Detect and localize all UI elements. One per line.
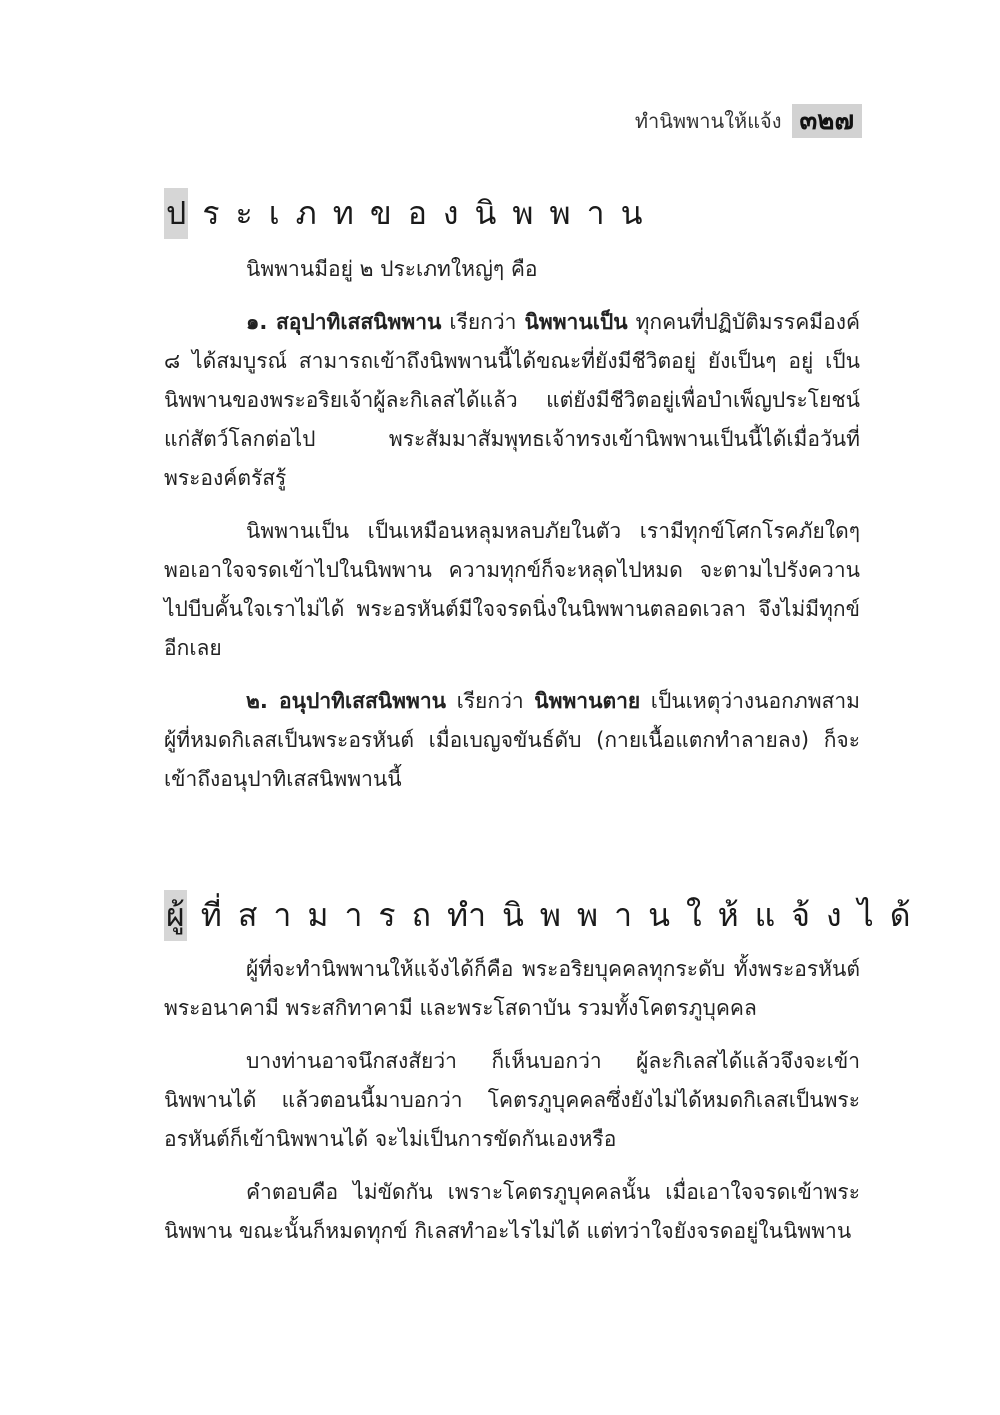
heading-first-letter: ผู้ <box>164 890 187 941</box>
who-paragraph-1: ผู้ที่จะทำนิพพานให้แจ้งได้ก็คือ พระอริยบุคคลทุกระดับ ทั้งพระอรหันต์ พระอนาคามี พระสกิทาคามี และพระโสดาบัน รวมทั้งโคตรภูบุคคล <box>164 957 860 1020</box>
item1-text1: เรียกว่า <box>441 310 525 334</box>
alive-nirvana-paragraph: นิพพานเป็น เป็นเหมือนหลุมหลบภัยในตัว เรามีทุกข์โศกโรคภัยใดๆ พอเอาใจจรดเข้าไปในนิพพาน ความทุกข์ก็จะหลุดไปหมด จะตามไปรังควานไปบีบคั้นใจเราไม่ได้ พระอรหันต์มีใจจรดนิ่งในนิพพานตลอดเวลา จึงไม่มีทุกข์อีกเลย <box>164 519 860 660</box>
item1-text2: ทุกคนที่ปฏิบัติมรรคมีองค์ ๘ ได้สมบูรณ์ สามารถเข้าถึงนิพพานนี้ได้ขณะที่ยังมีชีวิตอยู่ ยังเป็นๆ อยู่ เป็นนิพพานของพระอริยเจ้าผู้ละกิเลสได้แล้ว แต่ยังมีชีวิตอยู่เพื่อบำเพ็ญประโยชน์แก่สัตว์โลกต่อไป พระสัมมาสัมพุทธเจ้าทรงเข้านิพพานเป็นนี้ได้เมื่อวันที่พระองค์ตรัสรู้ <box>164 310 860 490</box>
section-body-who <box>164 950 860 1251</box>
running-header <box>635 104 862 138</box>
who-paragraph-2: บางท่านอาจนึกสงสัยว่า ก็เห็นบอกว่า ผู้ละกิเลสได้แล้วจึงจะเข้านิพพานได้ แล้วตอนนี้มาบอกว่า โคตรภูบุคคลซึ่งยังไม่ได้หมดกิเลสเป็นพระอรหันต์ก็เข้านิพพานได้ จะไม่เป็นการขัดกันเองหรือ <box>164 1049 860 1151</box>
item2-text1: เรียกว่า <box>446 689 535 713</box>
heading-first-letter: ป <box>164 188 188 239</box>
heading-rest: ระเภทของนิพพาน <box>202 194 659 232</box>
intro-paragraph: นิพพานมีอยู่ ๒ ประเภทใหญ่ๆ คือ <box>246 257 538 281</box>
section-heading-types <box>164 188 658 239</box>
item2-paragraph <box>164 682 860 799</box>
item2-text2: เป็นเหตุว่างนอกภพสาม ผู้ที่หมดกิเลสเป็นพระอรหันต์ เมื่อเบญจขันธ์ดับ (กายเนื้อแตกทำลายลง) ก็จะเข้าถึงอนุปาทิเสสนิพพานนี้ <box>164 689 860 791</box>
item1-paragraph <box>164 303 860 498</box>
item2-term: ๒. อนุปาทิเสสนิพพาน <box>246 689 446 713</box>
item1-alias: นิพพานเป็น <box>524 310 628 334</box>
item1-term: ๑. สอุปาทิเสสนิพพาน <box>246 310 442 334</box>
who-paragraph-3: คำตอบคือ ไม่ขัดกัน เพราะโคตรภูบุคคลนั้น เมื่อเอาใจจรดเข้าพระนิพพาน ขณะนั้นก็หมดทุกข์ กิเลสทำอะไรไม่ได้ แต่ทว่าใจยังจรดอยู่ในนิพพาน <box>164 1180 860 1243</box>
section-heading-who <box>164 890 927 941</box>
running-title: ทำนิพพานให้แจ้ง <box>634 109 782 133</box>
item2-alias: นิพพานตาย <box>534 689 641 713</box>
page-number: ๓๒๗ <box>792 104 862 138</box>
heading-rest: ที่สามารถทำนิพพานให้แจ้งได้ <box>200 896 927 934</box>
section-body-types <box>164 250 860 799</box>
